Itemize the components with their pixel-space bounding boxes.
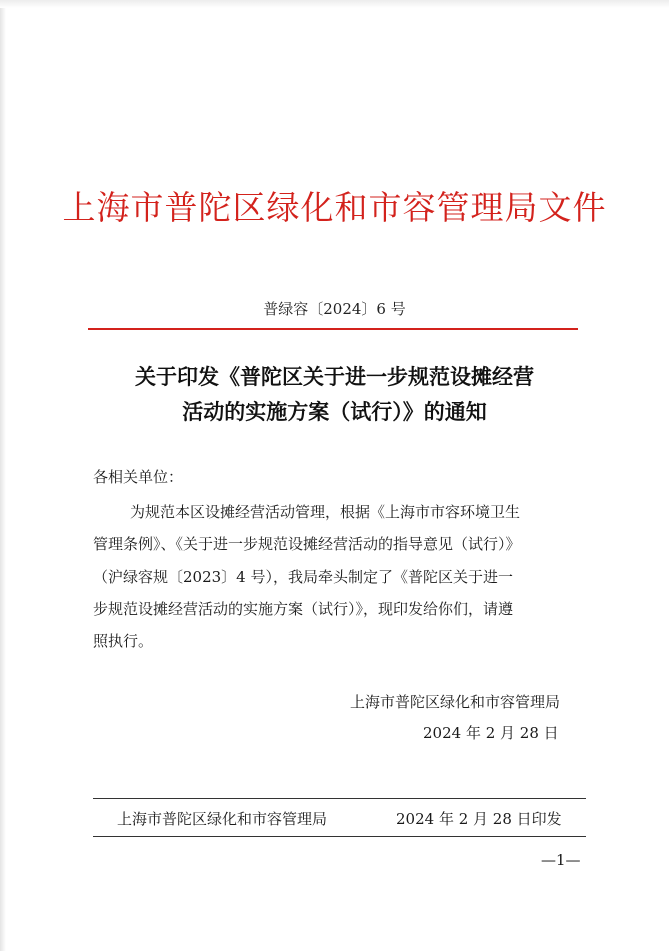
scan-edge [0, 0, 6, 951]
red-divider [88, 328, 578, 330]
document-number: 普绿容〔2024〕6 号 [263, 300, 406, 318]
notice-title-line-1: 关于印发《普陀区关于进一步规范设摊经营 [135, 365, 534, 389]
body-line: 为规范本区设摊经营活动管理，根据《上海市市容环境卫生 [130, 503, 521, 521]
signature-organization: 上海市普陀区绿化和市容管理局 [350, 693, 561, 711]
body-line: 步规范设摊经营活动的实施方案（试行）》，现印发给你们，请遵 [93, 600, 514, 618]
salutation: 各相关单位： [93, 468, 184, 486]
issuer-title: 上海市普陀区绿化和市容管理局文件 [62, 188, 607, 227]
body-line: 照执行。 [93, 632, 154, 650]
footer-divider-bottom [93, 836, 586, 837]
page-number: —1— [541, 851, 581, 869]
body-line: （沪绿容规〔2023〕4 号），我局牵头制定了《普陀区关于进一 [93, 568, 513, 586]
notice-title-line-2: 活动的实施方案（试行）》的通知 [182, 400, 487, 424]
body-line: 管理条例》、《关于进一步规范设摊经营活动的指导意见（试行）》 [93, 535, 521, 553]
footer-divider-top [93, 798, 586, 799]
scan-edge-top [0, 0, 669, 8]
footer-print-date: 2024 年 2 月 28 日印发 [396, 810, 562, 828]
signature-date: 2024 年 2 月 28 日 [423, 724, 559, 742]
footer-organization: 上海市普陀区绿化和市容管理局 [117, 810, 328, 828]
